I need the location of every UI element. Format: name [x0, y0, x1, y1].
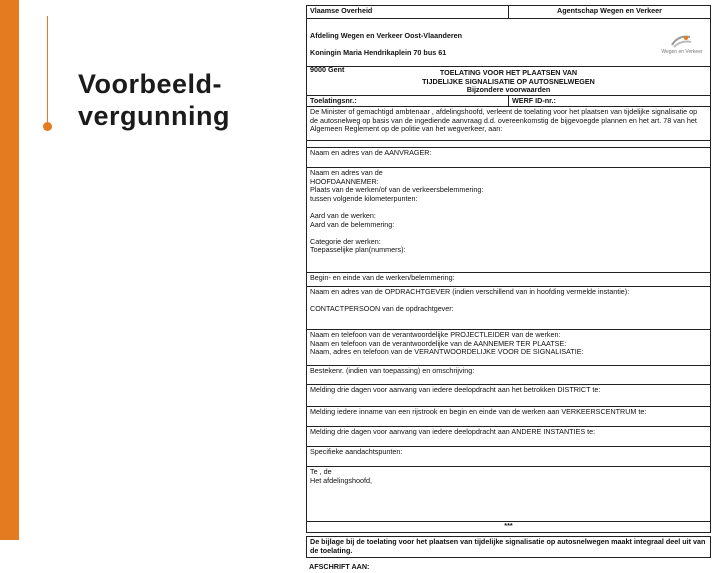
logo-caption: Wegen en Verkeer — [661, 49, 703, 55]
doc-section: Specifieke aandachtspunten: — [306, 446, 711, 466]
doc-section: Naam en telefoon van de verantwoordelijke PROJECTLEIDER van de werken: Naam en telefoon van de verantwoordelijke van de AANNEMER TER PLAATSE: Naam, adres en telefoon van de VERANTWOORDELIJKE VOOR DE SIGNALISATIE: — [306, 329, 711, 365]
doc-section: Bestekenr. (indien van toepassing) en omschrijving: — [306, 365, 711, 384]
doc-section: Naam en adres van de AANVRAGER: — [306, 147, 711, 167]
doc-section: Melding drie dagen voor aanvang van iedere deelopdracht aan het betrokken DISTRICT te: — [306, 384, 711, 406]
agency-logo-icon — [670, 33, 692, 49]
doc-intro: De Minister of gemachtigd ambtenaar , afdelingshoofd, verleent de toelating voor het plaatsen van tijdelijke signalisatie op de autosnelweg op basis van de ingediende aanvraag d.d. overeenkomstig de bijgevoegde plannen en het art. 78 van het Algemeen Reglement op de politie van het wegverkeer, aan: — [306, 106, 711, 140]
accent-dot — [43, 122, 52, 131]
page-mark: *** — [306, 521, 711, 533]
accent-line — [47, 16, 48, 126]
footer-note: De bijlage bij de toelating voor het plaatsen van tijdelijke signalisatie op autosnelwegen maakt integraal deel uit van de toelating. — [306, 536, 711, 558]
afschrift-label: AFSCHRIFT AAN: — [309, 562, 370, 571]
slide-title: Voorbeeld-vergunning — [78, 69, 230, 131]
address-line: 9000 Gent — [310, 64, 345, 74]
doc-header-row — [306, 5, 711, 18]
doc-title-subtitle: Bijzondere voorwaarden — [466, 85, 551, 95]
doc-section: Te , de Het afdelingshoofd, — [306, 466, 711, 521]
address-line: Afdeling Wegen en Verkeer Oost-Vlaanderen — [310, 30, 463, 40]
doc-header-left: Vlaamse Overheid — [310, 6, 373, 15]
doc-section: Naam en adres van de HOOFDAANNEMER: Plaats van de werken/of van de verkeersbelemmering: tussen volgende kilometerpunten: Aard van de werken: Aard van de belemmering: Categorie der werken: Toepasselijke plan(nummers): — [306, 167, 711, 272]
permit-document — [306, 5, 711, 573]
doc-section: Naam en adres van de OPDRACHTGEVER (indien verschillend van in hoofding vermelde instantie): CONTACTPERSOON van de opdrachtgever: — [306, 286, 711, 329]
doc-sections — [306, 147, 711, 521]
doc-address — [307, 19, 710, 84]
doc-title-line: TOELATING VOOR HET PLAATSEN VAN — [439, 68, 578, 77]
doc-header-right: Agentschap Wegen en Verkeer — [508, 6, 710, 18]
doc-section: Melding drie dagen voor aanvang van iedere deelopdracht aan ANDERE INSTANTIES te: — [306, 426, 711, 446]
toelating-nr: Toelatingsnr.: — [310, 96, 357, 105]
doc-number-row — [306, 95, 711, 106]
werf-id: WERF ID-nr.: — [508, 96, 710, 106]
doc-section: Melding iedere inname van een rijstrook en begin en einde van de werken aan VERKEERSCENTRUM te: — [306, 406, 711, 426]
doc-section: Begin- en einde van de werken/belemmering: — [306, 272, 711, 286]
address-line: Koningin Maria Hendrikaplein 70 bus 61 — [310, 47, 447, 57]
doc-title-line: TIJDELIJKE SIGNALISATIE OP AUTOSNELWEGEN — [422, 76, 595, 86]
doc-spacer — [306, 140, 711, 147]
accent-bar — [0, 0, 19, 540]
